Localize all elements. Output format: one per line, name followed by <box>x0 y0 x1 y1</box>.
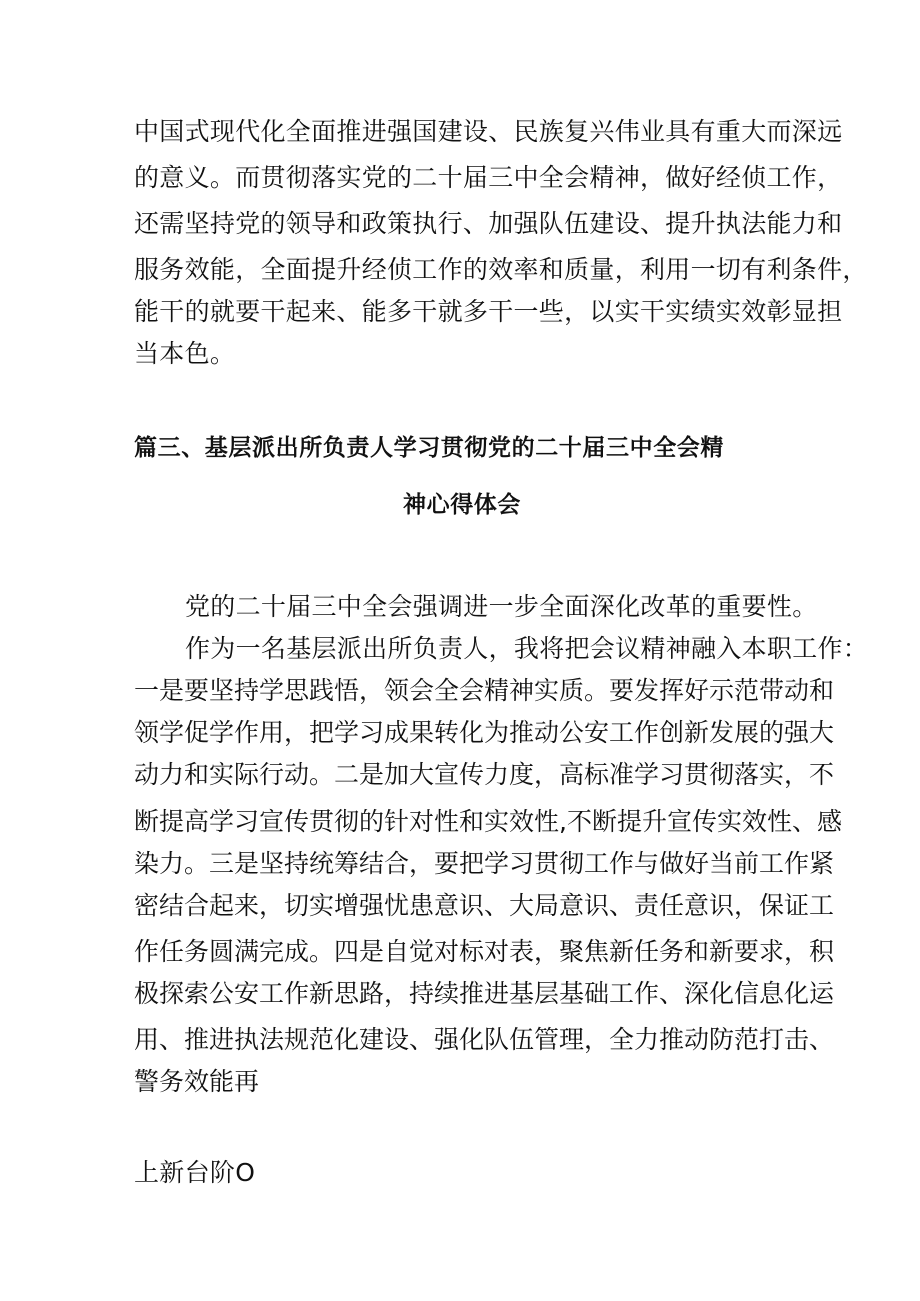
body-paragraph-line: 作任务圆满完成。四是自觉对标对表，聚焦新任务和新要求，积 <box>134 937 835 966</box>
tail-line: 上新台阶O <box>134 1158 256 1187</box>
section-heading-line1: 篇三、基层派出所负责人学习贯彻党的二十届三中全会精 <box>134 435 724 461</box>
body-paragraph-line: 极探索公安工作新思路，持续推进基层基础工作、深化信息化运 <box>134 979 835 1008</box>
body-paragraph-line: 领学促学作用，把学习成果转化为推动公安工作创新发展的强大 <box>134 718 835 747</box>
body-paragraph-1: 党的二十届三中全会强调进一步全面深化改革的重要性。 <box>185 592 818 621</box>
section-heading-line2: 神心得体会 <box>403 492 521 518</box>
intro-paragraph-line: 的意义。而贯彻落实党的二十届三中全会精神，做好经侦工作， <box>134 163 843 192</box>
intro-paragraph-line: 服务效能，全面提升经侦工作的效率和质量，利用一切有利条件， <box>134 255 868 284</box>
intro-paragraph-line: 当本色。 <box>134 339 236 368</box>
body-paragraph-line: 一是要坚持学思践悟，领会全会精神实质。要发挥好示范带动和 <box>134 676 835 705</box>
body-paragraph-line: 断提高学习宣传贯彻的针对性和实效性,不断提升宣传实效性、感 <box>134 807 842 836</box>
body-paragraph-line: 警务效能再 <box>134 1067 260 1096</box>
body-paragraph-line: 染力。三是坚持统筹结合，要把学习贯彻工作与做好当前工作紧 <box>134 849 835 878</box>
body-paragraph-line: 作为一名基层派出所负责人，我将把会议精神融入本职工作： <box>185 634 869 663</box>
body-paragraph-line: 用、推进执法规范化建设、强化队伍管理，全力推动防范打击、 <box>134 1025 835 1054</box>
intro-paragraph-line: 还需坚持党的领导和政策执行、加强队伍建设、提升执法能力和 <box>134 209 843 238</box>
body-paragraph-line: 密结合起来，切实增强忧患意识、大局意识、责任意识，保证工 <box>134 891 835 920</box>
intro-paragraph-line: 中国式现代化全面推进强国建设、民族复兴伟业具有重大而深远 <box>134 117 843 146</box>
body-paragraph-line: 动力和实际行动。二是加大宣传力度，高标准学习贯彻落实，不 <box>134 760 835 789</box>
intro-paragraph-line: 能干的就要干起来、能多干就多干一些，以实干实绩实效彰显担 <box>134 297 843 326</box>
